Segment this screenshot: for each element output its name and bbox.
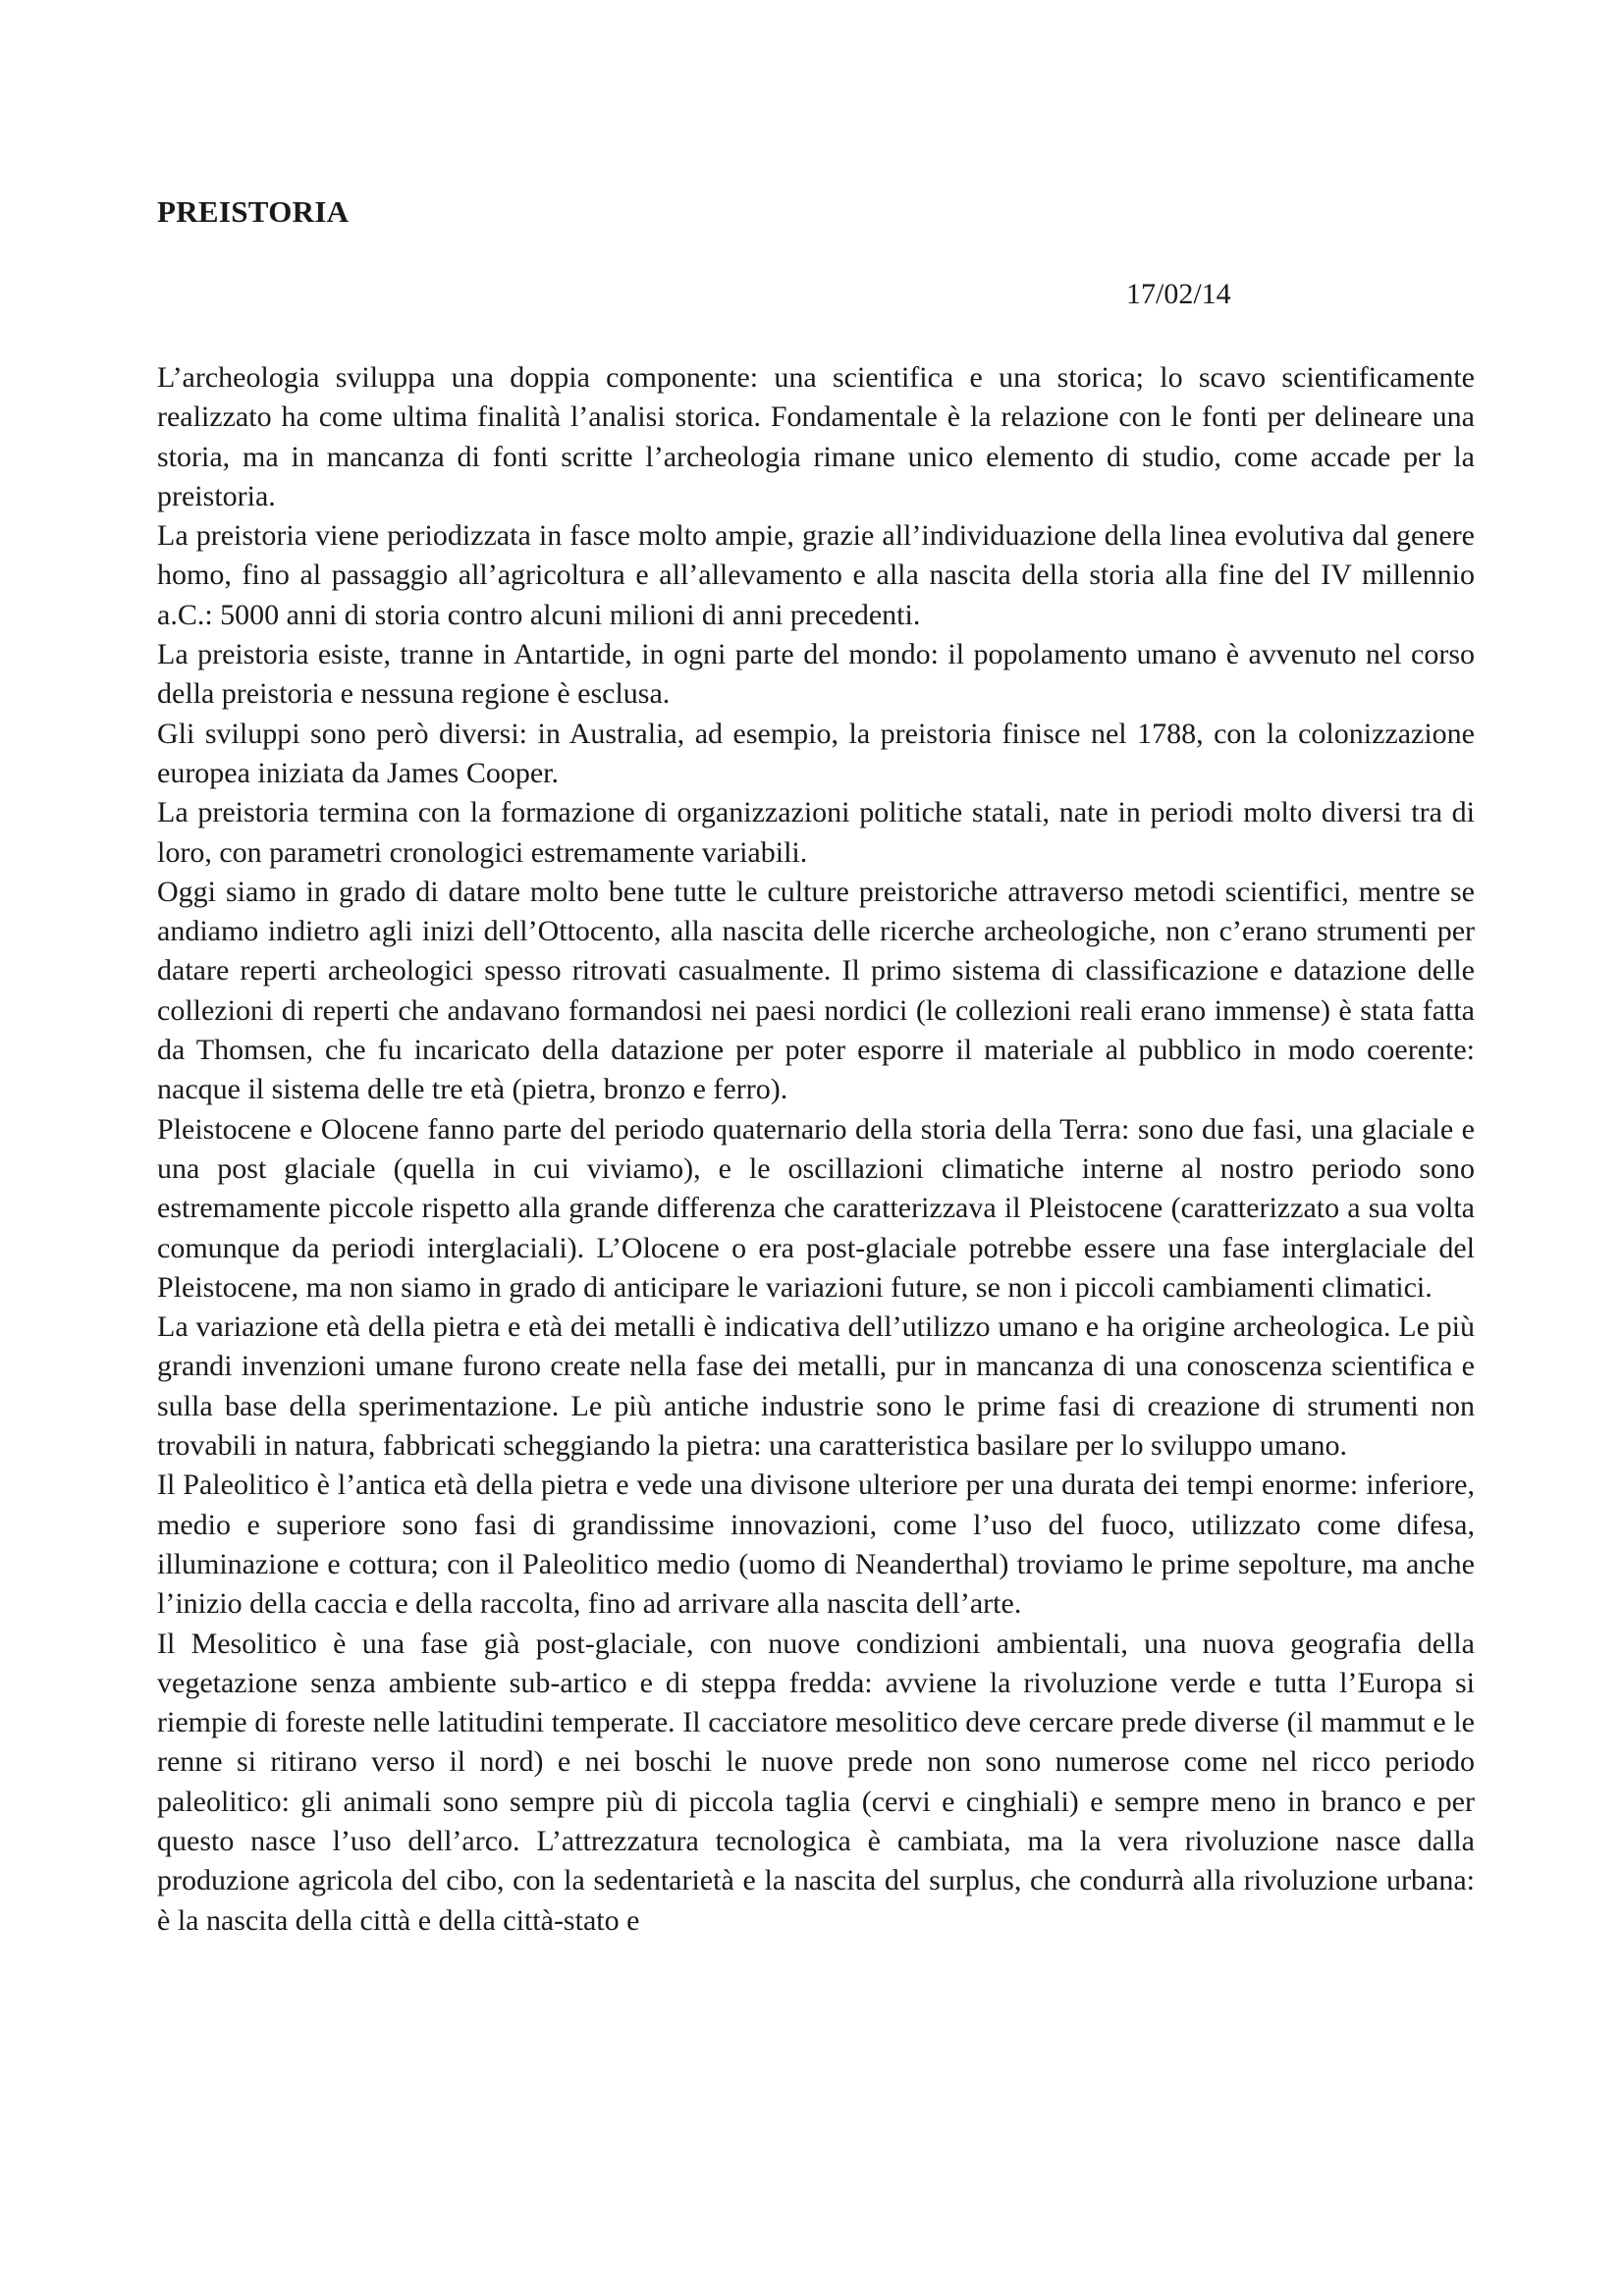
paragraph: Oggi siamo in grado di datare molto bene tutte le culture preistoriche attraverso metodi scientifici, mentre se andiamo indietro agli inizi dell’Ottocento, alla nascita delle ricerche archeologiche, non c’erano strumenti per datare reperti archeologici spesso ritrovati casualmente. Il primo sistema di classificazione e datazione delle collezioni di reperti che andavano formandosi nei paesi nordici (le collezioni reali erano immense) è stata fatta da Thomsen, che fu incaricato della datazione per poter esporre il materiale al pubblico in modo coerente: nacque il sistema delle tre età (pietra, bronzo e ferro).	[157, 875, 1475, 1106]
paragraph: La preistoria esiste, tranne in Antartide, in ogni parte del mondo: il popolamento umano è avvenuto nel corso della preistoria e nessuna regione è esclusa.	[157, 638, 1475, 711]
paragraph: La preistoria viene periodizzata in fasce molto ampie, grazie all’individuazione della linea evolutiva dal genere homo, fino al passaggio all’agricoltura e all’allevamento e alla nascita della storia alla fine del IV millennio a.C.: 5000 anni di storia contro alcuni milioni di anni precedenti.	[157, 519, 1475, 631]
paragraph: La preistoria termina con la formazione di organizzazioni politiche statali, nate in periodi molto diversi tra di loro, con parametri cronologici estremamente variabili.	[157, 796, 1475, 869]
paragraph: L’archeologia sviluppa una doppia componente: una scientifica e una storica; lo scavo scientificamente realizzato ha come ultima finalità l’analisi storica. Fondamentale è la relazione con le fonti per delineare una storia, ma in mancanza di fonti scritte l’archeologia rimane unico elemento di studio, come accade per la preistoria.	[157, 361, 1475, 512]
paragraph: Gli sviluppi sono però diversi: in Australia, ad esempio, la preistoria finisce nel 1788, con la colonizzazione europea iniziata da James Cooper.	[157, 717, 1475, 789]
document-title: PREISTORIA	[157, 194, 350, 229]
paragraph: Il Mesolitico è una fase già post-glaciale, con nuove condizioni ambientali, una nuova geografia della vegetazione senza ambiente sub-artico e di steppa fredda: avviene la rivoluzione verde e tutta l’Europa si riempie di foreste nelle latitudini temperate. Il cacciatore mesolitico deve cercare prede diverse (il mammut e le renne si ritirano verso il nord) e nei boschi le nuove prede non sono numerose come nel ricco periodo paleolitico: gli animali sono sempre più di piccola taglia (cervi e cinghiali) e sempre meno in branco e per questo nasce l’uso dell’arco. L’attrezzatura tecnologica è cambiata, ma la vera rivoluzione nasce dalla produzione agricola del cibo, con la sedentarietà e la nascita del surplus, che condurrà alla rivoluzione urbana: è la nascita della città e della città-stato e	[157, 1627, 1475, 1937]
paragraph: Pleistocene e Olocene fanno parte del periodo quaternario della storia della Terra: sono due fasi, una glaciale e una post glaciale (quella in cui viviamo), e le oscillazioni climatiche interne al nostro periodo sono estremamente piccole rispetto alla grande differenza che caratterizzava il Pleistocene (caratterizzato a sua volta comunque da periodi interglaciali). L’Olocene o era post-glaciale potrebbe essere una fase interglaciale del Pleistocene, ma non siamo in grado di anticipare le variazioni future, se non i piccoli cambiamenti climatici.	[157, 1112, 1475, 1304]
paragraph: Il Paleolitico è l’antica età della pietra e vede una divisone ulteriore per una durata dei tempi enorme: inferiore, medio e superiore sono fasi di grandissime innovazioni, come l’uso del fuoco, utilizzato come difesa, illuminazione e cottura; con il Paleolitico medio (uomo di Neanderthal) troviamo le prime sepolture, ma anche l’inizio della caccia e della raccolta, fino ad arrivare alla nascita dell’arte.	[157, 1468, 1475, 1621]
paragraph: La variazione età della pietra e età dei metalli è indicativa dell’utilizzo umano e ha origine archeologica. Le più grandi invenzioni umane furono create nella fase dei metalli, pur in mancanza di una conoscenza scientifica e sulla base della sperimentazione. Le più antiche industrie sono le prime fasi di creazione di strumenti non trovabili in natura, fabbricati scheggiando la pietra: una caratteristica basilare per lo sviluppo umano.	[157, 1310, 1475, 1463]
document-date: 17/02/14	[1126, 278, 1231, 310]
document-body	[157, 358, 1475, 1941]
